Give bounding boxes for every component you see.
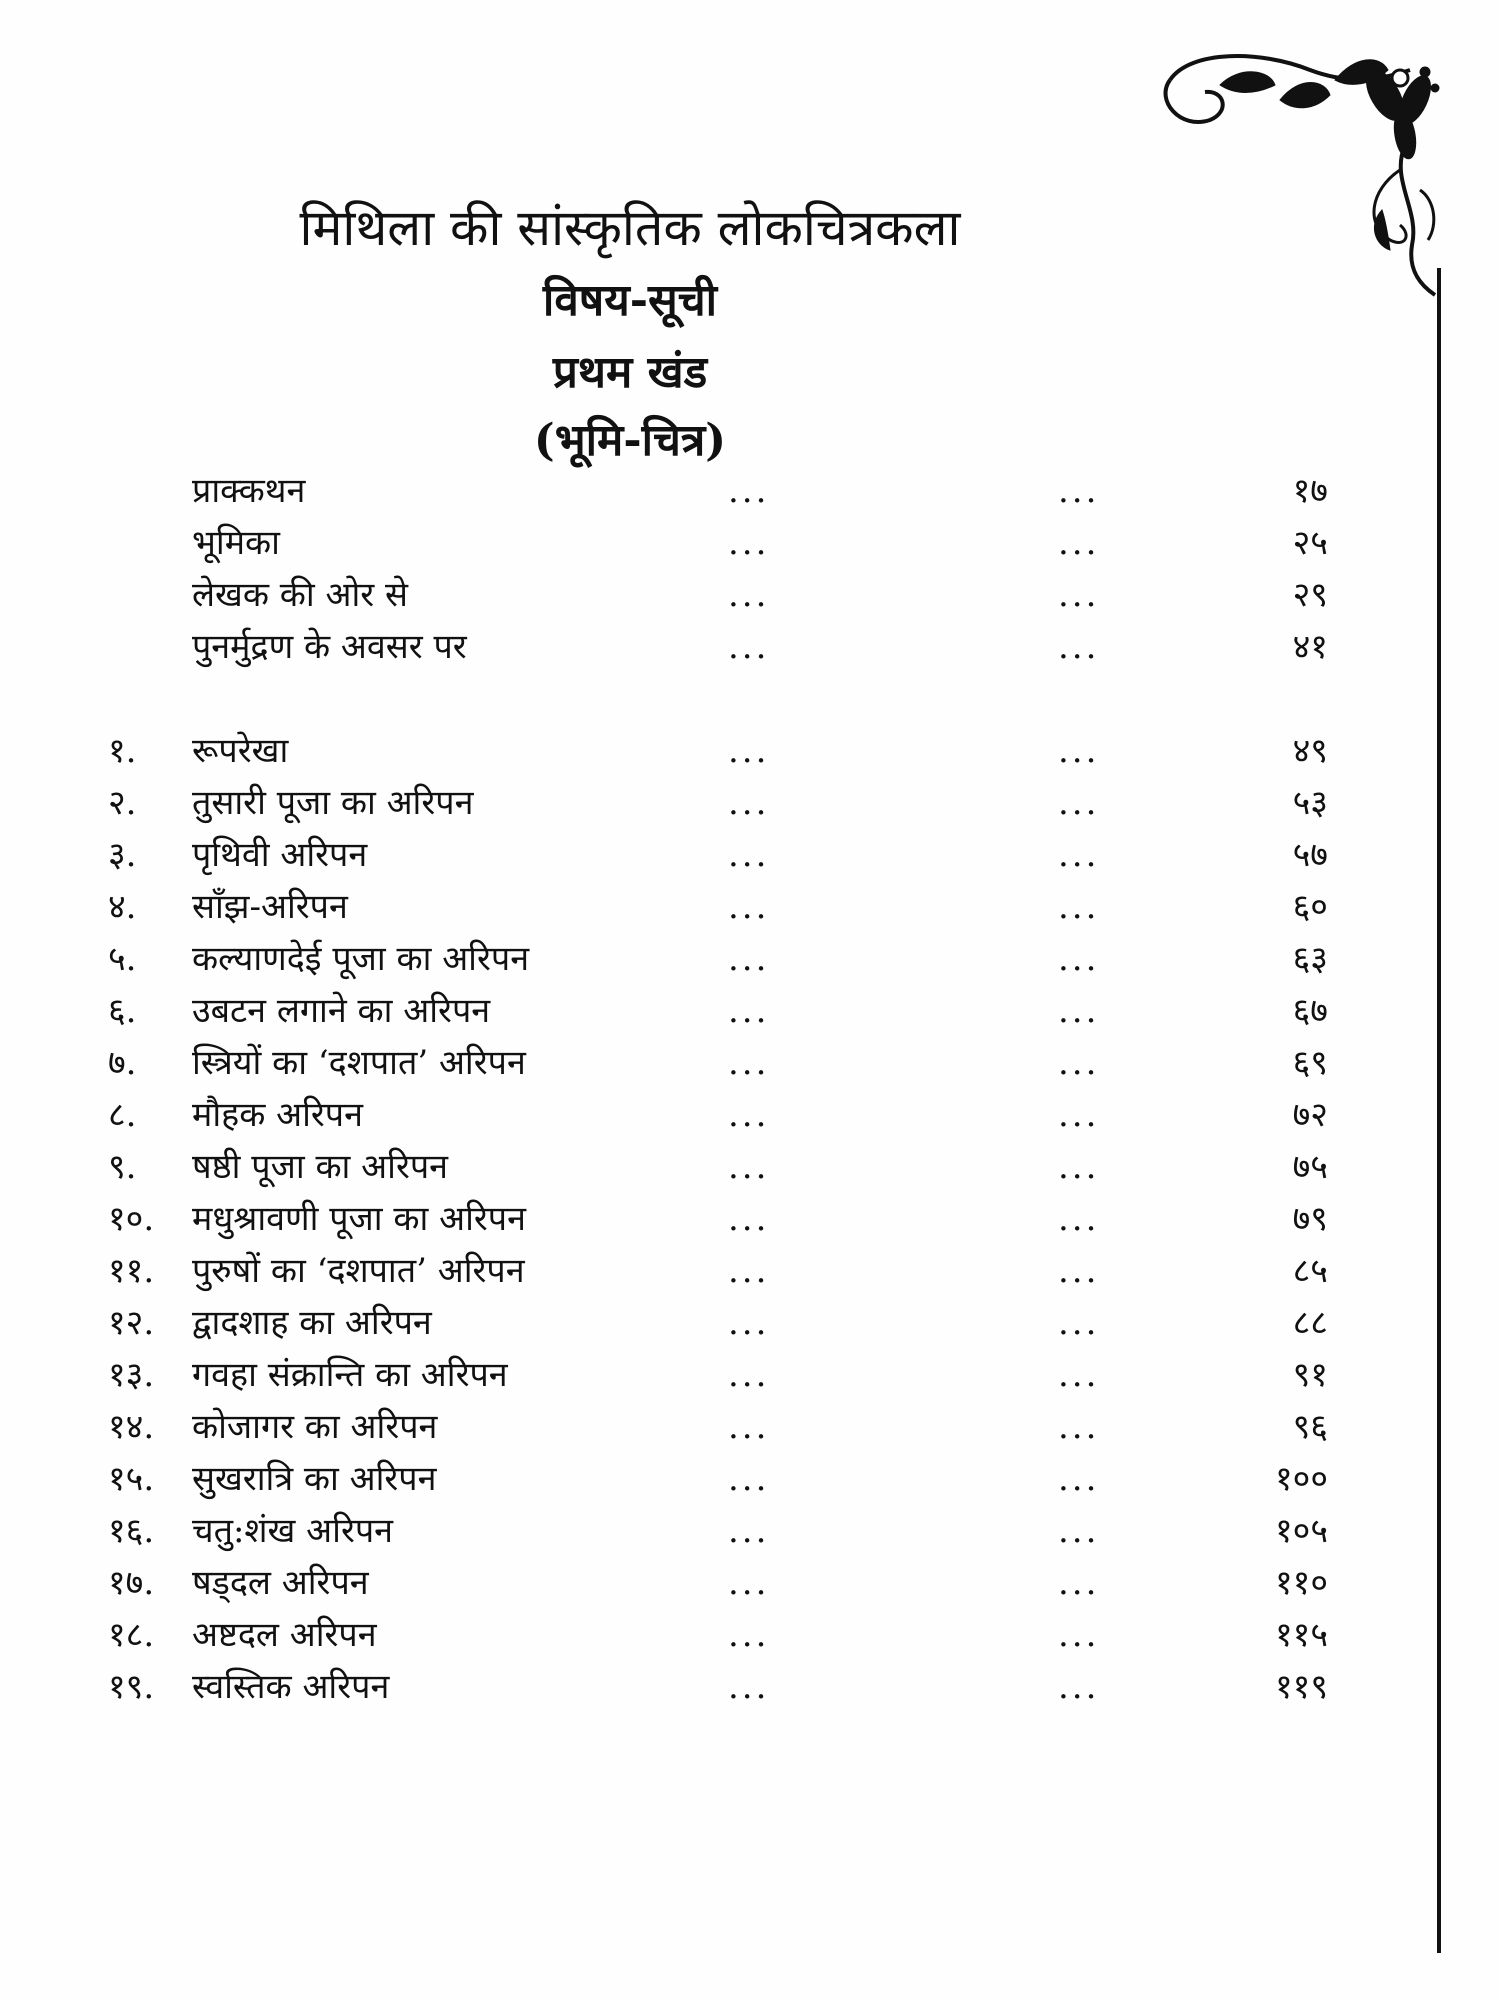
floral-corner-ornament-icon	[1150, 40, 1450, 300]
toc-page-number: ६९	[1292, 1043, 1328, 1083]
toc-page-number: २५	[1292, 523, 1328, 563]
toc-leader: ...	[1058, 1459, 1100, 1499]
toc-entry-title: अष्टदल अरिपन	[192, 1615, 377, 1655]
toc-leader: ...	[728, 471, 770, 511]
toc-row-chapter	[0, 1144, 1500, 1190]
toc-leader: ...	[728, 1511, 770, 1551]
toc-entry-title: रूपरेखा	[192, 731, 289, 771]
book-title: मिथिला की सांस्कृतिक लोकचित्रकला	[299, 199, 961, 257]
toc-leader: ...	[728, 1147, 770, 1187]
toc-entry-title: पृथिवी अरिपन	[192, 835, 368, 875]
toc-chapter-number: १४.	[108, 1407, 155, 1447]
toc-chapter-number: ४.	[108, 887, 137, 927]
toc-leader: ...	[1058, 1563, 1100, 1603]
toc-leader: ...	[1058, 575, 1100, 615]
toc-chapter-number: ५.	[108, 939, 137, 979]
toc-page-number: ८५	[1292, 1251, 1328, 1291]
toc-chapter-number: ८.	[108, 1095, 137, 1135]
toc-leader: ...	[1058, 1615, 1100, 1655]
toc-page-number: ५३	[1292, 783, 1328, 823]
toc-chapter-number: १.	[108, 731, 137, 771]
toc-entry-title: उबटन लगाने का अरिपन	[192, 991, 491, 1031]
toc-row-chapter	[0, 1300, 1500, 1346]
toc-entry-title: स्त्रियों का ‘दशपात’ अरिपन	[192, 1043, 526, 1083]
toc-leader: ...	[728, 1199, 770, 1239]
toc-entry-title: तुसारी पूजा का अरिपन	[192, 783, 474, 823]
toc-entry-title: प्राक्कथन	[192, 471, 306, 511]
toc-leader: ...	[728, 575, 770, 615]
toc-chapter-number: १८.	[108, 1615, 155, 1655]
toc-chapter-number: १९.	[108, 1667, 155, 1707]
toc-entry-title: द्वादशाह का अरिपन	[192, 1303, 432, 1343]
toc-row-chapter	[0, 936, 1500, 982]
toc-page-number: ७२	[1292, 1095, 1328, 1135]
toc-entry-title: षड्दल अरिपन	[192, 1563, 369, 1603]
toc-row-chapter	[0, 1664, 1500, 1710]
toc-leader: ...	[1058, 1407, 1100, 1447]
toc-leader: ...	[728, 1095, 770, 1135]
toc-chapter-number: १६.	[108, 1511, 155, 1551]
toc-leader: ...	[1058, 1095, 1100, 1135]
toc-page-number: ११९	[1274, 1667, 1328, 1707]
toc-leader: ...	[728, 1615, 770, 1655]
toc-chapter-number: ३.	[108, 835, 137, 875]
toc-row-chapter	[0, 1352, 1500, 1398]
toc-chapter-number: १७.	[108, 1563, 155, 1603]
toc-entry-title: भूमिका	[192, 523, 280, 563]
toc-row-chapter	[0, 832, 1500, 878]
toc-row-chapter	[0, 1092, 1500, 1138]
section-label: प्रथम खंड	[552, 347, 708, 398]
toc-leader: ...	[1058, 1147, 1100, 1187]
toc-entry-title: सुखरात्रि का अरिपन	[192, 1459, 437, 1499]
toc-leader: ...	[728, 835, 770, 875]
toc-chapter-number: ११.	[108, 1251, 155, 1291]
toc-entry-title: साँझ-अरिपन	[192, 887, 348, 927]
toc-leader: ...	[728, 523, 770, 563]
toc-leader: ...	[1058, 991, 1100, 1031]
toc-leader: ...	[1058, 939, 1100, 979]
toc-row-preface	[0, 468, 1500, 514]
toc-row-chapter	[0, 780, 1500, 826]
toc-page-number: १७	[1292, 471, 1328, 511]
toc-leader: ...	[1058, 731, 1100, 771]
toc-leader: ...	[1058, 1043, 1100, 1083]
toc-page-number: २९	[1292, 575, 1328, 615]
toc-leader: ...	[1058, 1199, 1100, 1239]
toc-leader: ...	[728, 1355, 770, 1395]
toc-chapter-number: ६.	[108, 991, 137, 1031]
toc-row-chapter	[0, 728, 1500, 774]
toc-entry-title: गवहा संक्रान्ति का अरिपन	[192, 1355, 508, 1395]
toc-entry-title: मौहक अरिपन	[192, 1095, 363, 1135]
toc-leader: ...	[728, 1303, 770, 1343]
toc-leader: ...	[1058, 1251, 1100, 1291]
contents-label: विषय-सूची	[542, 275, 718, 326]
toc-leader: ...	[1058, 523, 1100, 563]
toc-entry-title: स्वस्तिक अरिपन	[192, 1667, 390, 1707]
toc-leader: ...	[728, 887, 770, 927]
toc-chapter-number: १२.	[108, 1303, 155, 1343]
toc-chapter-number: १३.	[108, 1355, 155, 1395]
toc-leader: ...	[1058, 627, 1100, 667]
toc-entry-title: पुरुषों का ‘दशपात’ अरिपन	[192, 1251, 525, 1291]
toc-chapter-number: ९.	[108, 1147, 137, 1187]
toc-page-number: ६३	[1292, 939, 1328, 979]
toc-row-chapter	[0, 1612, 1500, 1658]
toc-page-number: ४१	[1292, 627, 1328, 667]
toc-leader: ...	[1058, 1511, 1100, 1551]
toc-entry-title: पुनर्मुद्रण के अवसर पर	[192, 627, 467, 667]
toc-page-number: ६०	[1292, 887, 1328, 927]
toc-page-number: ९६	[1292, 1407, 1328, 1447]
toc-row-chapter	[0, 1456, 1500, 1502]
toc-leader: ...	[1058, 1355, 1100, 1395]
toc-entry-title: चतु:शंख अरिपन	[192, 1511, 394, 1551]
toc-leader: ...	[1058, 887, 1100, 927]
toc-chapter-number: १०.	[108, 1199, 155, 1239]
toc-entry-title: मधुश्रावणी पूजा का अरिपन	[192, 1199, 526, 1239]
toc-leader: ...	[1058, 471, 1100, 511]
toc-leader: ...	[1058, 835, 1100, 875]
toc-page-number: ११५	[1274, 1615, 1328, 1655]
toc-page-number: १०५	[1274, 1511, 1328, 1551]
toc-row-chapter	[0, 1196, 1500, 1242]
toc-leader: ...	[728, 1407, 770, 1447]
toc-leader: ...	[728, 1043, 770, 1083]
toc-row-chapter	[0, 1560, 1500, 1606]
toc-page-number: ५७	[1292, 835, 1328, 875]
toc-row-chapter	[0, 1404, 1500, 1450]
toc-leader: ...	[728, 731, 770, 771]
toc-chapter-number: १५.	[108, 1459, 155, 1499]
toc-row-reprint-note	[0, 624, 1500, 670]
toc-row-chapter	[0, 884, 1500, 930]
toc-page-number: ८८	[1292, 1303, 1328, 1343]
toc-page-number: ४९	[1292, 731, 1328, 771]
toc-entry-title: षष्ठी पूजा का अरिपन	[192, 1147, 449, 1187]
toc-entry-title: लेखक की ओर से	[192, 575, 408, 615]
toc-row-chapter	[0, 988, 1500, 1034]
toc-chapter-number: २.	[108, 783, 137, 823]
toc-row-chapter	[0, 1508, 1500, 1554]
toc-page-number: १००	[1274, 1459, 1328, 1499]
toc-leader: ...	[1058, 1303, 1100, 1343]
toc-chapter-number: ७.	[108, 1043, 137, 1083]
toc-leader: ...	[728, 991, 770, 1031]
toc-page-number: ९१	[1292, 1355, 1328, 1395]
toc-row-author-note	[0, 572, 1500, 618]
toc-entry-title: कोजागर का अरिपन	[192, 1407, 438, 1447]
toc-leader: ...	[728, 1667, 770, 1707]
toc-leader: ...	[1058, 783, 1100, 823]
toc-page-number: ११०	[1274, 1563, 1328, 1603]
toc-row-chapter	[0, 1248, 1500, 1294]
toc-leader: ...	[728, 1251, 770, 1291]
section-subtitle: (भूमि-चित्र)	[533, 415, 727, 466]
toc-row-chapter	[0, 1040, 1500, 1086]
toc-page-number: ७५	[1292, 1147, 1328, 1187]
toc-leader: ...	[1058, 1667, 1100, 1707]
toc-leader: ...	[728, 783, 770, 823]
toc-page-number: ६७	[1292, 991, 1328, 1031]
toc-row-introduction	[0, 520, 1500, 566]
toc-leader: ...	[728, 627, 770, 667]
toc-page-number: ७९	[1292, 1199, 1328, 1239]
toc-leader: ...	[728, 1563, 770, 1603]
toc-entry-title: कल्याणदेई पूजा का अरिपन	[192, 939, 530, 979]
toc-leader: ...	[728, 1459, 770, 1499]
toc-leader: ...	[728, 939, 770, 979]
